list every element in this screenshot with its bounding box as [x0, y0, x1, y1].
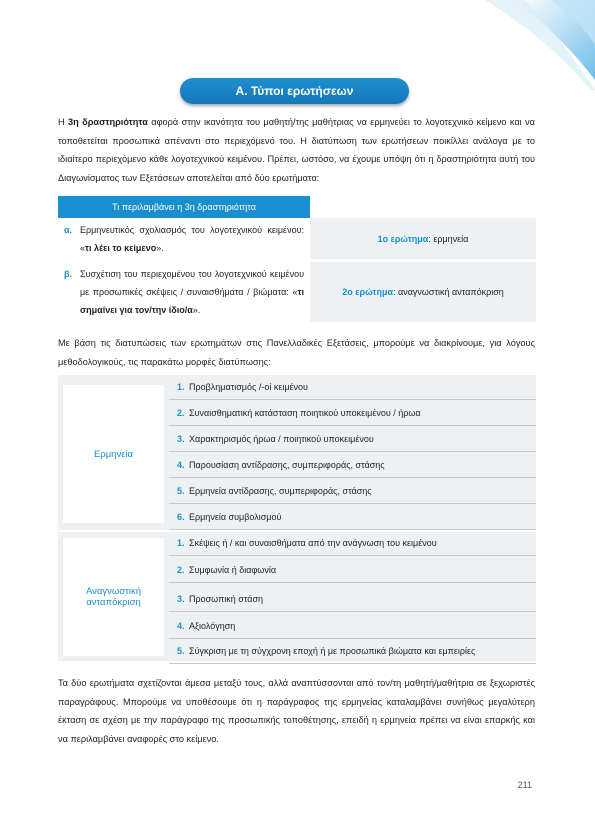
activity-table-header: Τι περιλαμβάνει η 3η δραστηριότητα — [58, 196, 310, 218]
list-item: 1. Σκέψεις ή / και συναισθήματα από την ανάγνωση του κειμένου — [169, 531, 536, 556]
question-2-cell: 2ο ερώτημα : αναγνωστική ανταπόκριση — [310, 262, 536, 322]
category-reader-response: Αναγνωστική ανταπόκριση — [62, 537, 165, 657]
list-item: 2. Συναισθηματική κατάσταση ποιητικού υποκειμένου / ήρωα — [169, 401, 536, 426]
list-item: 3. Προσωπική στάση — [169, 587, 536, 612]
list-item: 5. Ερμηνεία αντίδρασης, συμπεριφοράς, στάσης — [169, 479, 536, 504]
page-number: 211 — [517, 780, 532, 790]
list-item: 4. Παρουσίαση αντίδρασης, συμπεριφοράς, στάσης — [169, 453, 536, 478]
table-row-a: α. Ερμηνευτικός σχολιασμός του λογοτεχνικού κειμένου: «τι λέει το κείμενο». — [58, 218, 310, 259]
closing-paragraph: Τα δύο ερωτήματα σχετίζονται άμεσα μεταξύ τους, αλλά αναπτύσσονται από τον/τη μαθητή/μαθήτρια σε ξεχωριστές παραγράφους. Μπορούμε να υποθέσουμε ότι η παράγραφος της ερμηνείας καταλαμβάνει συνήθως μεγαλύτερη έκταση σε σχέση με την παράγραφο της προσωπικής τοποθέτησης, επειδή η ερμηνεία πρέπει να είναι επαρκής και να περιλαμβάνει αναφορές στο κείμενο. — [58, 678, 535, 745]
list-item: 5. Σύγκριση με τη σύγχρονη εποχή ή με προσωπικά βιώματα και εμπειρίες — [169, 639, 536, 664]
middle-paragraph: Με βάση τις διατυπώσεις των ερωτημάτων στις Πανελλαδικές Εξετάσεις, μπορούμε να διακρίνουμε, για λόγους μεθοδολογικούς, τις παρακάτω μορφές διατύπωσης: — [58, 338, 535, 367]
intro-paragraph: Η 3η δραστηριότητα αφορά στην ικανότητα του μαθητή/της μαθήτριας να ερμηνεύει το λογοτεχνικό κείμενο και να τοποθετείται προσωπικά απέναντι στο περιεχόμενό του. Η διατύπωση των ερωτήσεων ποικίλλει ανάλογα με το ιδιαίτερο περιεχόμενο κάθε λογοτεχνικού κειμένου. Πρέπει, ωστόσο, να έχουμε υπόψη ότι η δραστηριότητα αυτή του Διαγωνίσματος των Εξετάσεων αποτελείται από δύο ερωτήματα: — [58, 117, 535, 184]
intro-bold: 3η δραστηριότητα — [68, 117, 148, 127]
corner-decoration — [455, 0, 595, 90]
list-item: 6. Ερμηνεία συμβολισμού — [169, 505, 536, 530]
table-row-b: β. Συσχέτιση του περιεχομένου του λογοτεχνικού κειμένου με προσωπικές σκέψεις / συναισθήματα / βιώματα: «τι σημαίνει για τον/την ίδιο/α». — [58, 262, 310, 322]
list-item: 3. Χαρακτηρισμός ήρωα / ποιητικού υποκειμένου — [169, 427, 536, 452]
list-item: 4. Αξιολόγηση — [169, 614, 536, 639]
list-item: 2. Συμφωνία ή διαφωνία — [169, 558, 536, 583]
section-title: Α. Τύποι ερωτήσεων — [180, 78, 409, 104]
question-1-cell: 1ο ερώτημα : ερμηνεία — [310, 218, 536, 259]
category-interpretation: Ερμηνεία — [62, 384, 165, 524]
list-item: 1. Προβληματισμός /-οί κειμένου — [169, 375, 536, 400]
